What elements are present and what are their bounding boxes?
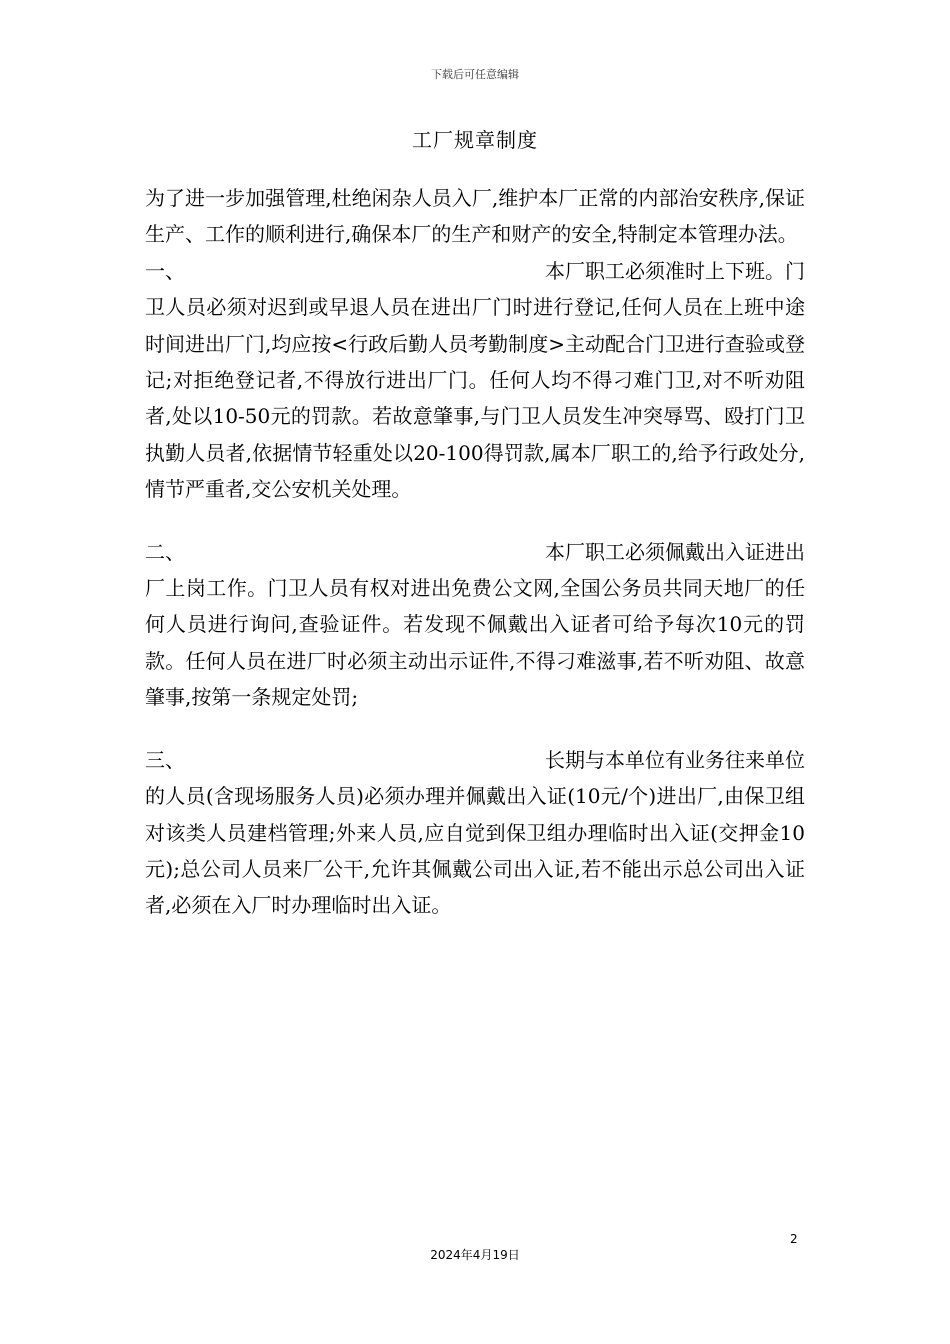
rule-number: 三、 bbox=[145, 747, 185, 772]
rule-text: 的人员(含现场服务人员)必须办理并佩戴出入证(10元/个)进出厂,由保卫组对该类人员建档管理;外来人员,应自觉到保卫组办理临时出入证(交押金10元);总公司人员来厂公干,允许其佩戴公司出入证,若不能出示总公司出入证者,必须在入厂时办理临时出入证。 bbox=[145, 784, 805, 918]
rule-number: 一、 bbox=[145, 258, 185, 283]
paragraph-gap bbox=[145, 716, 805, 742]
rule-item-1 bbox=[145, 253, 805, 508]
page-footer-date: 2024年4月19日 bbox=[430, 1248, 520, 1262]
document-title: 工厂规章制度 bbox=[412, 128, 538, 152]
document-body bbox=[145, 180, 805, 924]
rule-text: 厂上岗工作。门卫人员有权对进出免费公文网,全国公务员共同天地厂的任何人员进行询问,查验证件。若发现不佩戴出入证者可给予每次10元的罚款。任何人员在进厂时必须主动出示证件,不得刁难滋事,若不听劝阻、故意肇事,按第一条规定处罚; bbox=[145, 576, 805, 710]
rule-item-head bbox=[145, 742, 805, 778]
intro-paragraph: 为了进一步加强管理,杜绝闲杂人员入厂,维护本厂正常的内部治安秩序,保证生产、工作的顺利进行,确保本厂的生产和财产的安全,特制定本管理办法。 bbox=[145, 186, 805, 247]
rule-item-2 bbox=[145, 534, 805, 716]
rule-item-head bbox=[145, 253, 805, 289]
rule-text: 卫人员必须对迟到或早退人员在进出厂门时进行登记,任何人员在上班中途时间进出厂门,均应按<行政后勤人员考勤制度>主动配合门卫进行查验或登记;对拒绝登记者,不得放行进出厂门。任何人均不得刁难门卫,对不听劝阻者,处以10-50元的罚款。若故意肇事,与门卫人员发生冲突辱骂、殴打门卫执勤人员者,依据情节轻重处以20-100得罚款,属本厂职工的,给予行政处分,情节严重者,交公安机关处理。 bbox=[145, 295, 805, 502]
rule-lead: 长期与本单位有业务往来单位 bbox=[545, 747, 805, 772]
rule-item-head bbox=[145, 534, 805, 570]
rule-lead: 本厂职工必须准时上下班。门 bbox=[545, 258, 805, 283]
paragraph-gap bbox=[145, 508, 805, 534]
rule-lead: 本厂职工必须佩戴出入证进出 bbox=[545, 539, 805, 564]
page-header: 下载后可任意编辑 bbox=[431, 68, 519, 81]
rule-item-3 bbox=[145, 742, 805, 924]
page-number: 2 bbox=[790, 1232, 798, 1246]
rule-number: 二、 bbox=[145, 539, 185, 564]
